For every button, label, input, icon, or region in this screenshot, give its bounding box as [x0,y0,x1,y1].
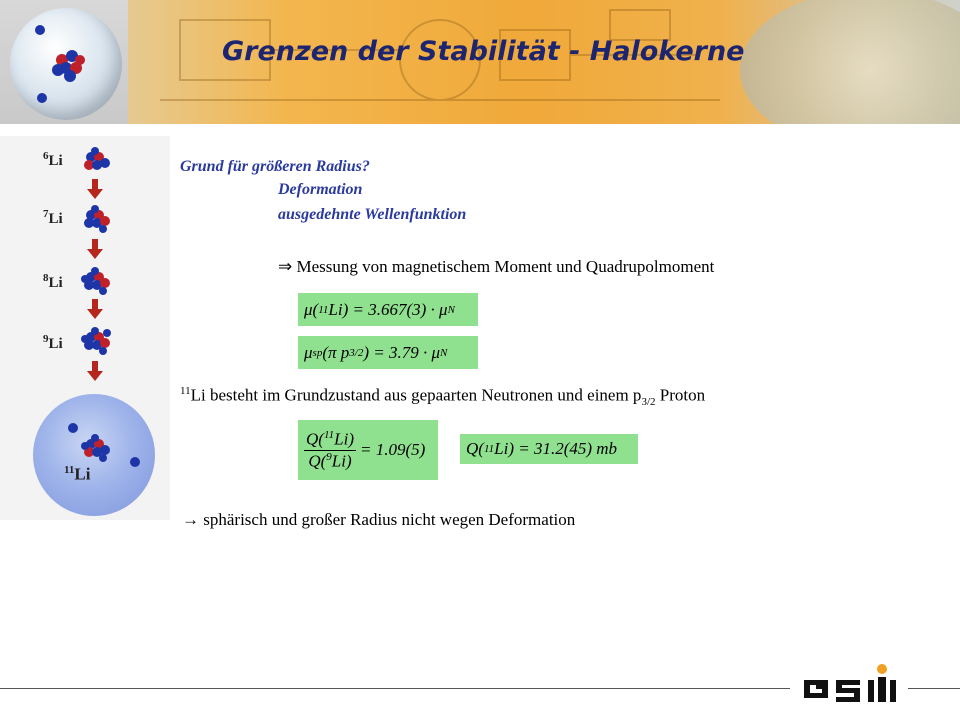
question-text: Grund für größeren Radius? [180,158,370,175]
header-banner [0,0,960,124]
nucleus-9li-icon [81,327,111,355]
isotope-label-11li: $^{11}$Li [64,464,91,484]
accelerator-photo-image [740,0,960,124]
gsi-logo-icon [798,662,902,702]
isotope-label-6li: $^6$Li [43,150,63,169]
footer-divider-right [908,688,960,689]
isotope-label-8li: $^8$Li [43,272,63,291]
formula-magnetic-moment: μ( 11 Li) = 3.667(3) · μ N [298,293,478,326]
formula-single-particle-moment: μ sp (π p 3/2 ) = 3.79 · μ N [298,336,478,369]
nucleus-8li-icon [81,267,110,295]
footer-divider-left [0,688,790,689]
isotope-label-9li: $^9$Li [43,333,63,352]
conclusion-text: → sphärisch und großer Radius nicht wegen Deformation [182,510,576,529]
isotope-nuclei-icon [75,145,115,395]
nucleus-7li-icon [84,205,110,233]
halo-nucleus-icon [33,394,155,516]
formula-quadrupole-ratio: $\frac{Q(^{11}Li)}{Q(^9Li)}$ = 1.09(5) [298,420,438,480]
statement-text: $^{11}$Li besteht im Grundzustand aus gepaarten Neutronen und einem $p_{3/2}$ Proton [180,385,706,409]
reason-wavefunction: ausgedehnte Wellenfunktion [278,206,467,223]
measurement-text: ⇒ Messung von magnetischem Moment und Quadrupolmoment [278,257,715,276]
nucleus-6li-icon [84,147,110,170]
page-title: Grenzen der Stabilität - Halokerne [222,36,745,67]
reason-deformation: Deformation [278,181,363,198]
formula-quadrupole-moment: Q( 11 Li) = 31.2(45) mb [460,434,638,464]
nucleus-icon [10,8,122,120]
isotope-label-7li: $^7$Li [43,208,63,227]
